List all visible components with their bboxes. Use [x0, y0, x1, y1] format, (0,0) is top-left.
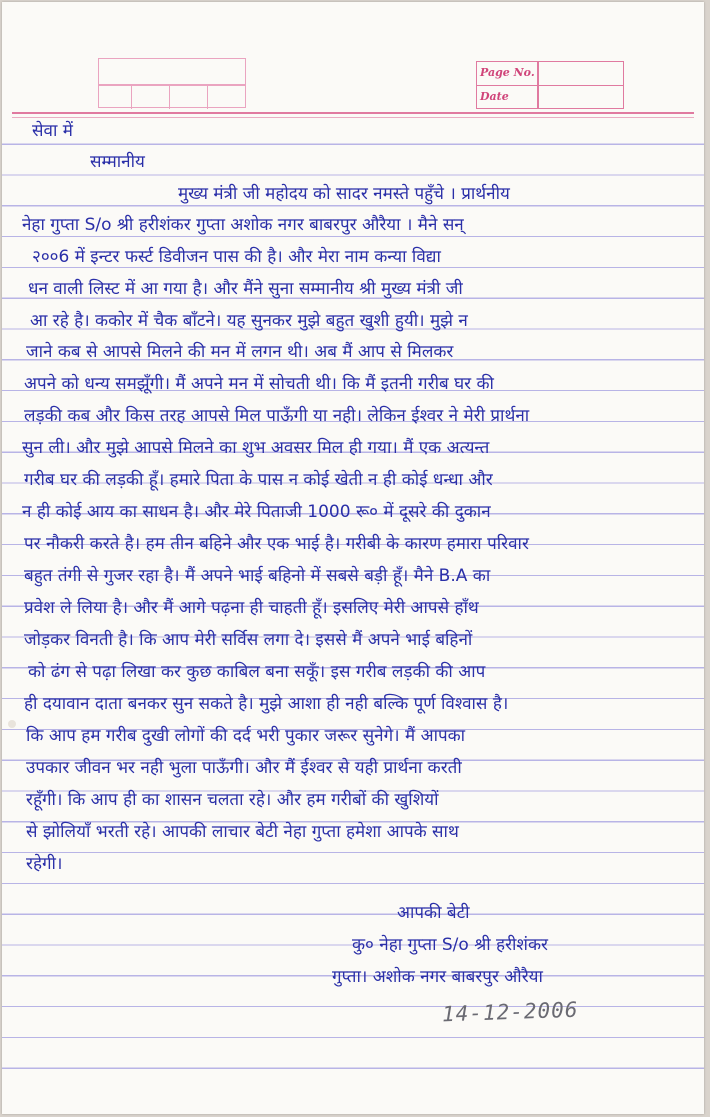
signature-line-2: गुप्ता। अशोक नगर बाबरपुर औरैया: [332, 967, 543, 987]
letter-body-line: रहूँगी। कि आप ही का शासन चलता रहे। और हम गरीबों की खुशियों: [26, 790, 439, 810]
paper-punch-mark: [8, 720, 16, 728]
letter-body-line: पर नौकरी करते है। हम तीन बहिने और एक भाई है। गरीबी के कारण हमारा परिवार: [24, 534, 529, 554]
faded-stamp: [98, 58, 246, 108]
letter-body-line: जाने कब से आपसे मिलने की मन में लगन थी। अब मैं आप से मिलकर: [26, 342, 454, 362]
notebook-page: [2, 2, 704, 1114]
letter-body-line: बहुत तंगी से गुजर रहा है। मैं अपने भाई बहिनो में सबसे बड़ी हूँ। मैने B.A का: [24, 566, 491, 586]
signature-line-1: कु० नेहा गुप्ता S/o श्री हरीशंकर: [352, 935, 548, 955]
letter-body-line: धन वाली लिस्ट में आ गया है। और मैंने सुना सम्मानीय श्री मुख्य मंत्री जी: [28, 279, 463, 299]
letter-body-line: को ढंग से पढ़ा लिखा कर कुछ काबिल बना सकूँ। इस गरीब लड़की की आप: [28, 662, 486, 682]
addressee: सम्मानीय: [90, 152, 145, 172]
salutation: सेवा में: [32, 121, 73, 141]
letter-body-line: जोड़कर विनती है। कि आप मेरी सर्विस लगा दे। इससे मैं अपने भाई बहिनों: [24, 630, 473, 650]
letter-body-line: लड़की कब और किस तरह आपसे मिल पाऊँगी या नही। लेकिन ईश्वर ने मेरी प्रार्थना: [24, 406, 530, 426]
page-no-row: [477, 62, 623, 86]
letter-date: 14-12-2006: [441, 997, 579, 1027]
date-row: [477, 86, 623, 109]
closing: आपकी बेटी: [397, 903, 470, 923]
page-date-box: [476, 61, 624, 109]
letter-body-line: गरीब घर की लड़की हूँ। हमारे पिता के पास न कोई खेती न ही कोई धन्धा और: [24, 470, 493, 490]
letter-body-line: अपने को धन्य समझूँगी। मैं अपने मन में सोचती थी। कि मैं इतनी गरीब घर की: [24, 374, 494, 394]
letter-body-line: प्रवेश ले लिया है। और मैं आगे पढ़ना ही चाहती हूँ। इसलिए मेरी आपसे हाँथ: [24, 598, 479, 618]
letter-body-line: उपकार जीवन भर नही भुला पाऊँगी। और मैं ईश्वर से यही प्रार्थना करती: [26, 758, 462, 778]
header-rule: [12, 112, 694, 114]
letter-body-line: नेहा गुप्ता S/o श्री हरीशंकर गुप्ता अशोक नगर बाबरपुर औरैया । मैने सन्: [22, 215, 464, 235]
letter-body-line: मुख्य मंत्री जी महोदय को सादर नमस्ते पहुँचे । प्रार्थनीय: [178, 184, 510, 204]
letter-body-line: न ही कोई आय का साधन है। और मेरे पिताजी 1000 रू० में दूसरे की दुकान: [22, 502, 491, 522]
letter-body-line: २००6 में इन्टर फर्स्ट डिवीजन पास की है। और मेरा नाम कन्या विद्या: [32, 247, 441, 267]
letter-body-line: ही दयावान दाता बनकर सुन सकते है। मुझे आशा ही नही बल्कि पूर्ण विश्वास है।: [24, 694, 509, 714]
letter-body-line: आ रहे है। ककोर में चैक बाँटने। यह सुनकर मुझे बहुत खुशी हुयी। मुझे न: [30, 311, 468, 331]
letter-body-line: कि आप हम गरीब दुखी लोगों की दर्द भरी पुकार जरूर सुनेगे। मैं आपका: [26, 726, 466, 746]
letter-body-line: रहेगी।: [26, 854, 63, 874]
letter-body-line: से झोलियाँ भरती रहे। आपकी लाचार बेटी नेहा गुप्ता हमेशा आपके साथ: [26, 822, 459, 842]
page-no-label: Page No.: [480, 66, 535, 79]
date-label: Date: [480, 90, 509, 103]
letter-body-line: सुन ली। और मुझे आपसे मिलने का शुभ अवसर मिल ही गया। मैं एक अत्यन्त: [22, 438, 490, 458]
header-rule-thin: [12, 117, 694, 118]
